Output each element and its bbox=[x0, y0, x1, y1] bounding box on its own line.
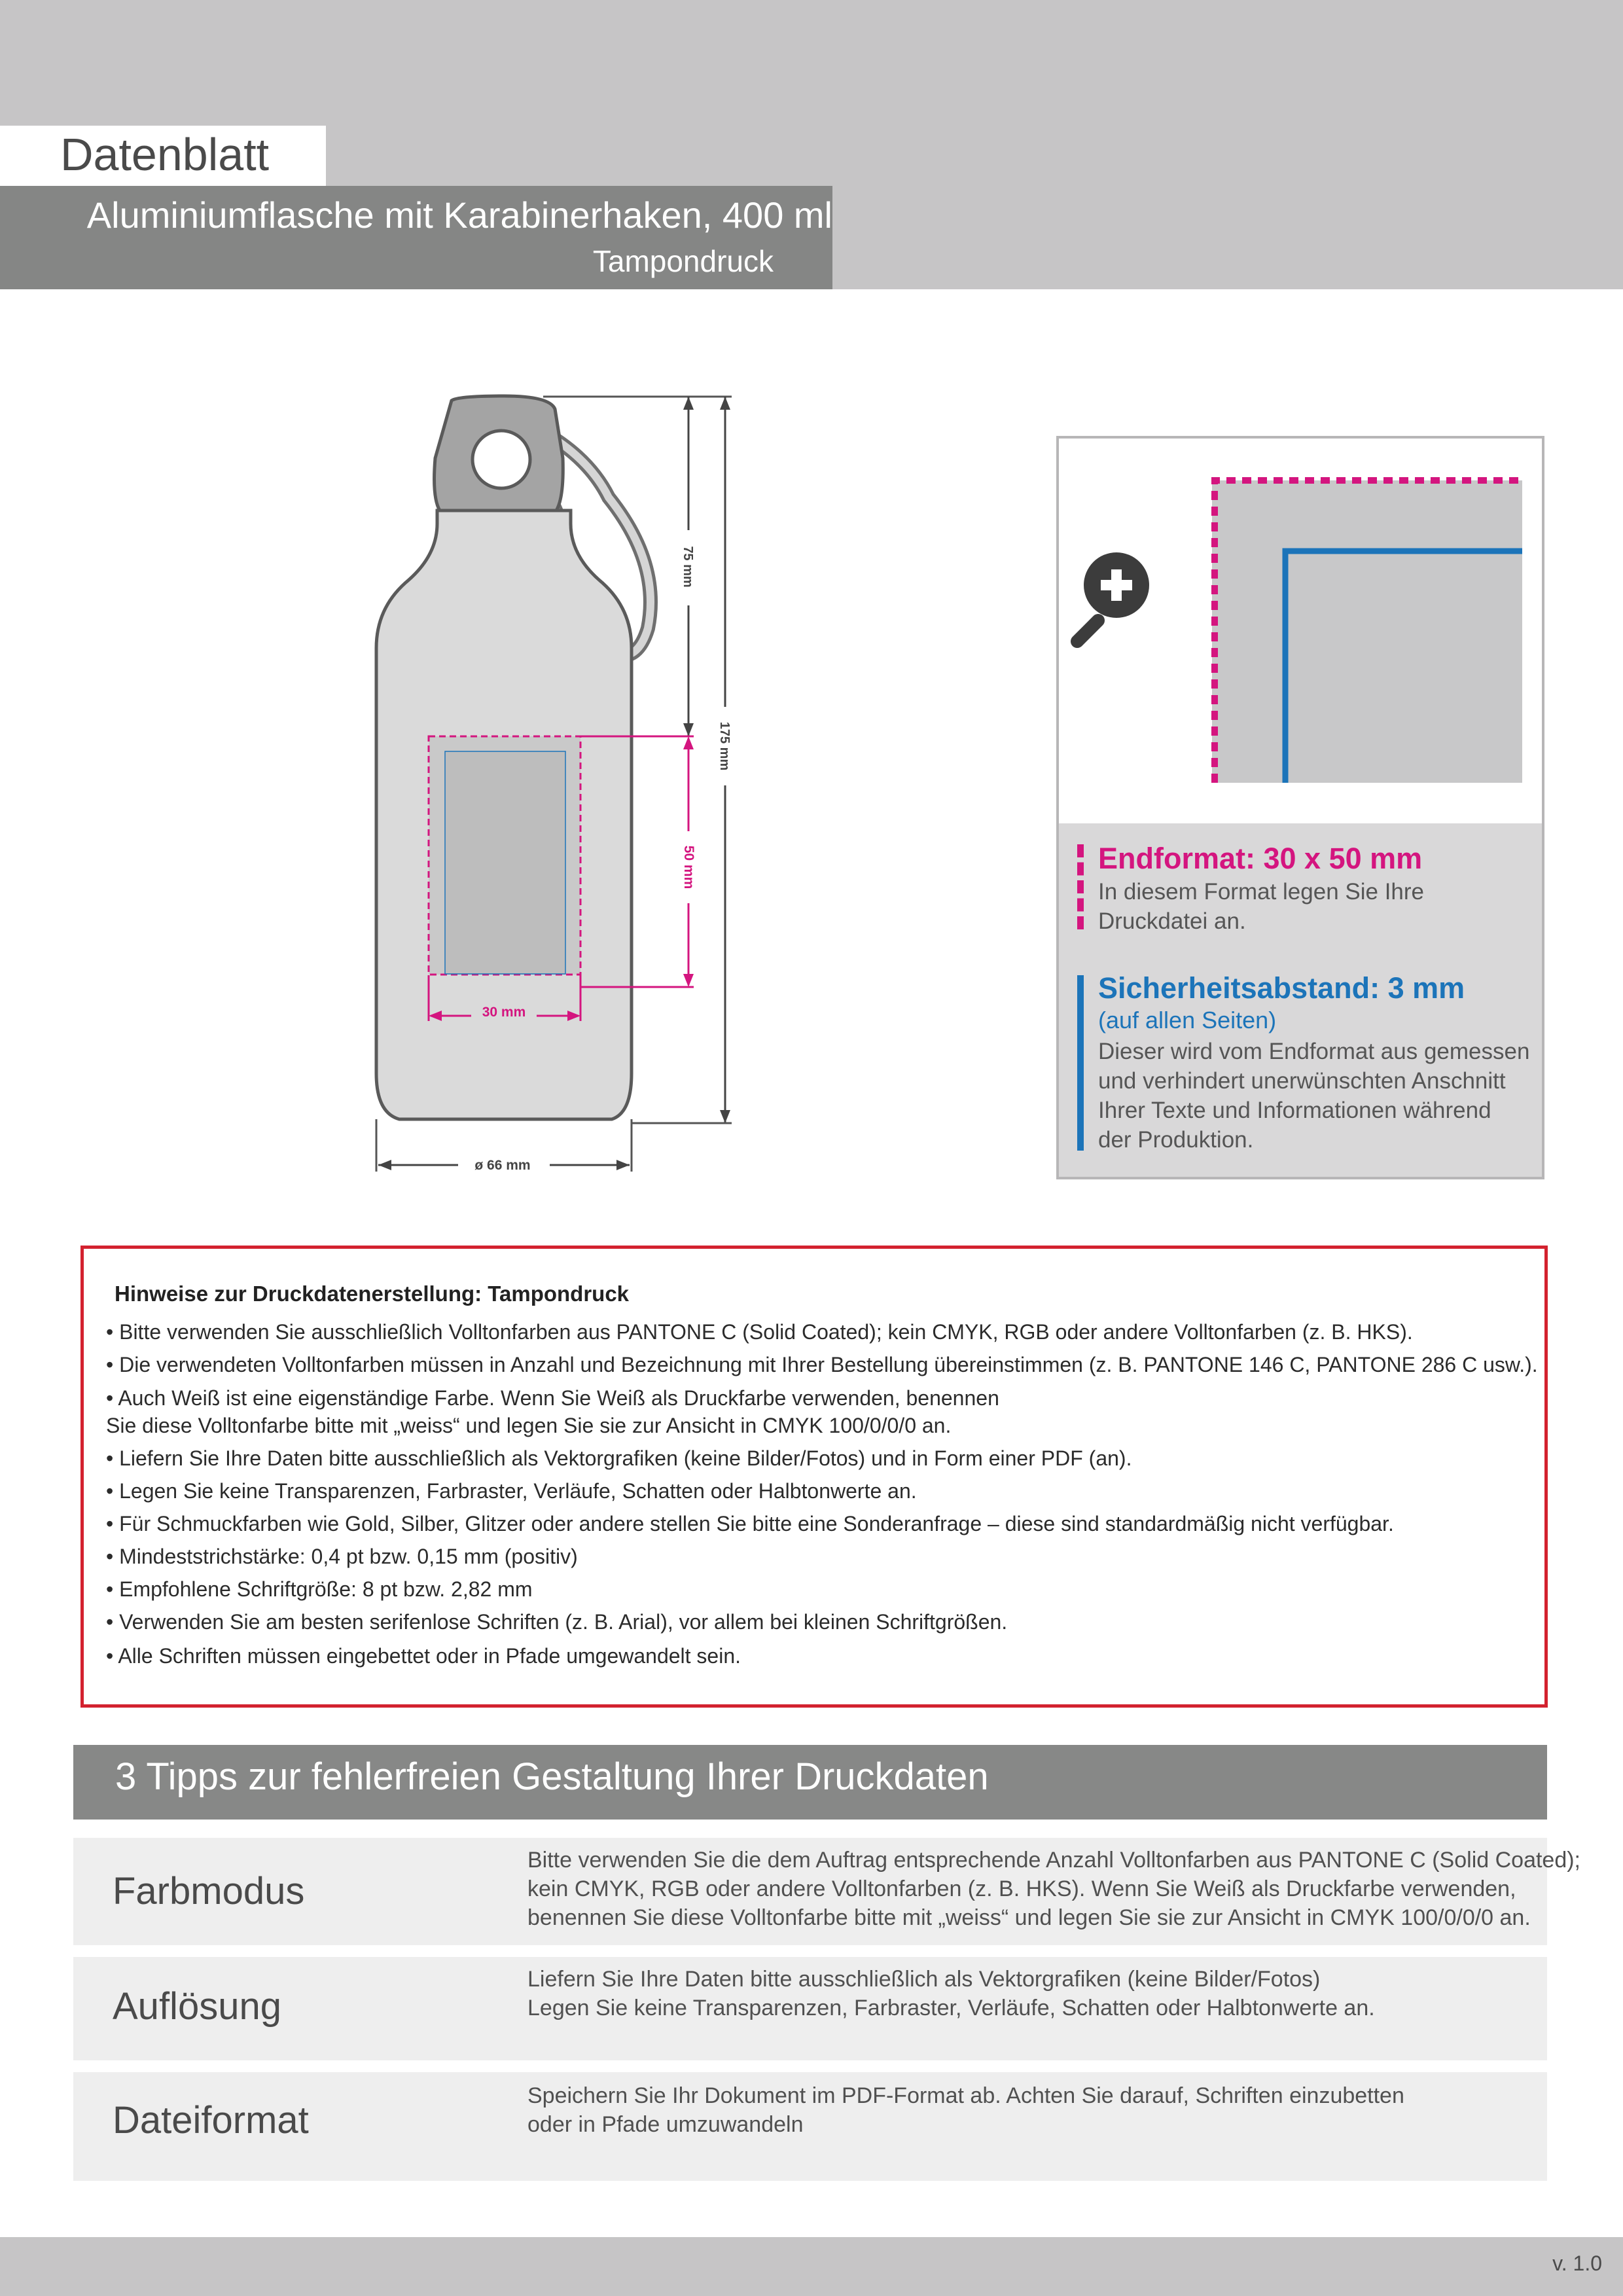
endformat-text-1: In diesem Format legen Sie Ihre bbox=[1098, 879, 1425, 905]
safety-text-1: Dieser wird vom Endformat aus gemessen bbox=[1098, 1039, 1530, 1064]
dim-50-label: 50 mm bbox=[681, 845, 696, 889]
dimension-diameter bbox=[376, 1119, 632, 1173]
hint-item: • Für Schmuckfarben wie Gold, Silber, Glitzer oder andere stellen Sie bitte eine Sonderanfrage – diese sind standardmäßig nicht verfügbar. bbox=[106, 1512, 1394, 1535]
tip-row-aufloesung bbox=[73, 1957, 1547, 2060]
tip-text-line: Liefern Sie Ihre Daten bitte ausschließlich als Vektorgrafiken (keine Bilder/Fotos) bbox=[527, 1967, 1321, 1992]
tip-text-line: Speichern Sie Ihr Dokument im PDF-Format ab. Achten Sie darauf, Schriften einzubetten bbox=[527, 2083, 1404, 2108]
hint-item: • Auch Weiß ist eine eigenständige Farbe. Wenn Sie Weiß als Druckfarbe verwenden, benennen bbox=[106, 1386, 999, 1410]
hint-item: Sie diese Volltonfarbe bitte mit „weiss“ und legen Sie sie zur Ansicht in CMYK 100/0/0/0 an. bbox=[106, 1414, 952, 1437]
safety-marker bbox=[1077, 975, 1084, 1151]
dim-175-label: 175 mm bbox=[717, 721, 732, 771]
hint-item: • Bitte verwenden Sie ausschließlich Volltonfarben aus PANTONE C (Solid Coated); kein CMYK, RGB oder andere Volltonfarben (z. B. HKS). bbox=[106, 1320, 1413, 1344]
hint-item: • Empfohlene Schriftgröße: 8 pt bzw. 2,82 mm bbox=[106, 1577, 533, 1601]
endformat-title: Endformat: 30 x 50 mm bbox=[1098, 842, 1423, 875]
tip-text-line: kein CMYK, RGB oder andere Volltonfarben (z. B. HKS). Wenn Sie Weiß als Druckfarbe verwenden, bbox=[527, 1876, 1516, 1901]
tip-label: Auflösung bbox=[113, 1985, 281, 2028]
tips-title: 3 Tipps zur fehlerfreien Gestaltung Ihrer Druckdaten bbox=[115, 1755, 989, 1798]
zoom-in-icon bbox=[1077, 552, 1149, 641]
tip-row-dateiformat bbox=[73, 2072, 1547, 2181]
print-method: Tampondruck bbox=[592, 244, 774, 278]
bottle-drawing bbox=[340, 386, 798, 1185]
tip-text-line: Bitte verwenden Sie die dem Auftrag entsprechende Anzahl Volltonfarben aus PANTONE C (Solid Coated); bbox=[527, 1848, 1581, 1873]
tip-label: Farbmodus bbox=[113, 1870, 305, 1912]
dim-75-label: 75 mm bbox=[681, 546, 695, 588]
endformat-text-2: Druckdatei an. bbox=[1098, 908, 1246, 934]
footer-band bbox=[0, 2237, 1623, 2296]
safety-text-4: der Produktion. bbox=[1098, 1127, 1254, 1153]
page-title: Datenblatt bbox=[60, 129, 270, 180]
product-name: Aluminiumflasche mit Karabinerhaken, 400 ml bbox=[86, 194, 832, 236]
endformat-marker bbox=[1077, 844, 1084, 929]
hint-item: • Verwenden Sie am besten serifenlose Schriften (z. B. Arial), vor allem bei kleinen Schriftgrößen. bbox=[106, 1610, 1008, 1634]
hint-item: • Liefern Sie Ihre Daten bitte ausschließlich als Vektorgrafiken (keine Bilder/Fotos) und in Form einer PDF (an). bbox=[106, 1446, 1132, 1470]
tip-text-line: Legen Sie keine Transparenzen, Farbraster, Verläufe, Schatten oder Halbtonwerte an. bbox=[527, 1996, 1375, 2020]
tip-label: Dateiformat bbox=[113, 2099, 309, 2142]
hints-title: Hinweise zur Druckdatenerstellung: Tampondruck bbox=[115, 1282, 630, 1306]
tip-text-line: benennen Sie diese Volltonfarbe bitte mit „weiss“ und legen Sie sie zur Ansicht in CMYK 100/0/0/0 an. bbox=[527, 1905, 1531, 1930]
dimension-175 bbox=[632, 397, 732, 1123]
print-area-safety bbox=[445, 751, 565, 974]
hint-item: • Die verwendeten Volltonfarben müssen in Anzahl und Bezeichnung mit Ihrer Bestellung übereinstimmen (z. B. PANTONE 146 C, PANTONE 286 C usw.). bbox=[106, 1353, 1538, 1376]
safety-text-2: und verhindert unerwünschten Anschnitt bbox=[1098, 1068, 1506, 1094]
version-label: v. 1.0 bbox=[1552, 2251, 1602, 2275]
zoom-detail-graphic bbox=[1060, 440, 1541, 819]
hint-item: • Alle Schriften müssen eingebettet oder in Pfade umgewandelt sein. bbox=[106, 1644, 741, 1668]
safety-subtitle: (auf allen Seiten) bbox=[1098, 1007, 1277, 1033]
zoom-endformat-area bbox=[1212, 480, 1522, 783]
format-legend bbox=[1059, 823, 1542, 1177]
safety-title: Sicherheitsabstand: 3 mm bbox=[1098, 971, 1465, 1005]
hint-item: • Legen Sie keine Transparenzen, Farbraster, Verläufe, Schatten oder Halbtonwerte an. bbox=[106, 1479, 917, 1503]
tip-text-line: oder in Pfade umzuwandeln bbox=[527, 2112, 804, 2137]
tip-row-farbmodus bbox=[73, 1838, 1581, 1945]
hint-item: • Mindeststrichstärke: 0,4 pt bzw. 0,15 mm (positiv) bbox=[106, 1545, 578, 1568]
dim-diameter-label: ø 66 mm bbox=[474, 1158, 531, 1173]
dim-30-label: 30 mm bbox=[482, 1005, 526, 1020]
safety-text-3: Ihrer Texte und Informationen während bbox=[1098, 1098, 1491, 1123]
